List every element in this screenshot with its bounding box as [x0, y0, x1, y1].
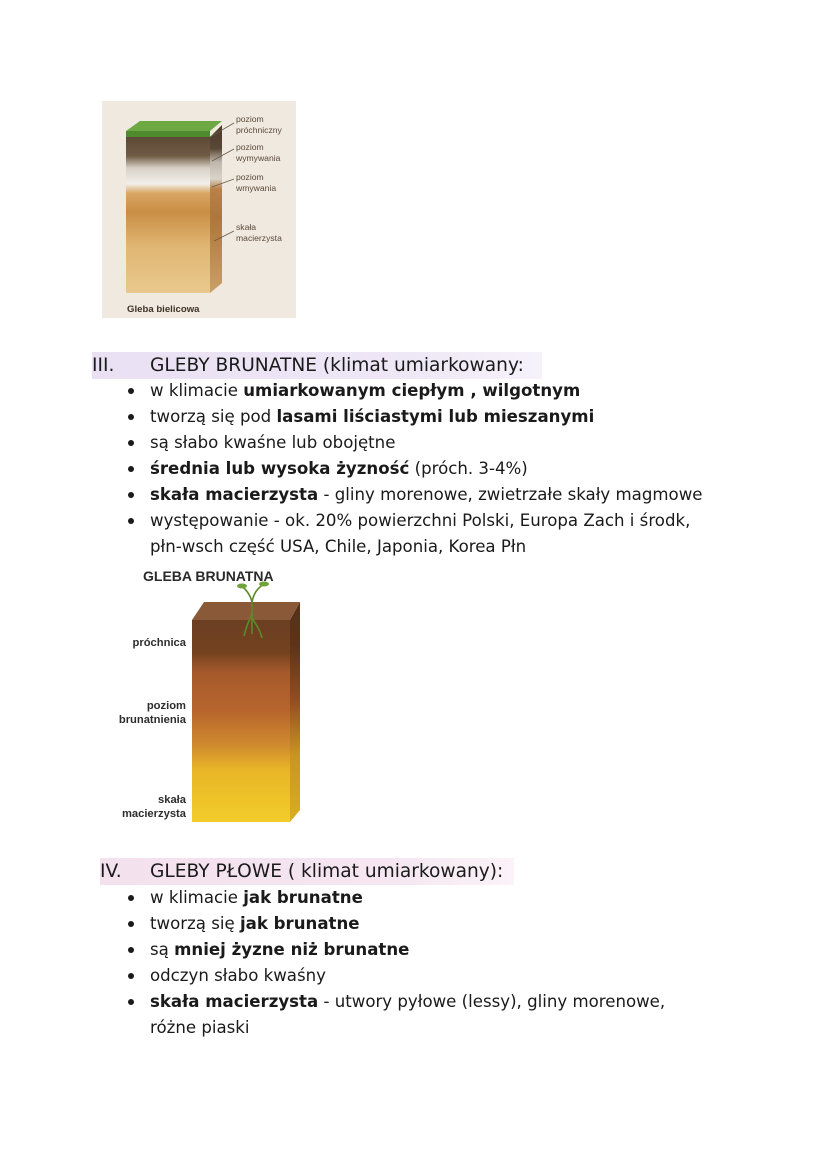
item-text: - gliny morenowe, zwietrzałe skały magmowe	[318, 485, 703, 504]
label-poziom: poziom	[146, 700, 186, 712]
list-item	[128, 989, 665, 1015]
item-text: występowanie - ok. 20% powierzchni Polski, Europa Zach i środk,	[150, 511, 691, 530]
list-item-continuation	[128, 1015, 665, 1041]
item-bold-text: skała macierzysta	[150, 992, 319, 1011]
label-poziom-2: poziom	[236, 142, 264, 152]
item-bold-text: umiarkowanym ciepłym , wilgotnym	[243, 381, 581, 400]
section4-number: IV.	[100, 861, 122, 882]
item-bold-text: średnia lub wysoka żyzność	[150, 459, 410, 478]
podzol-front-face	[126, 137, 210, 293]
brown-top-surface	[192, 602, 300, 620]
label-skala: skała	[236, 222, 257, 232]
item-bold-text: mniej żyzne niż brunatne	[174, 940, 410, 959]
figure2-title: GLEBA BRUNATNA	[143, 568, 274, 584]
label-skala: skała	[158, 794, 186, 806]
section4-list	[128, 885, 665, 1041]
label-prochniczny: próchniczny	[236, 125, 282, 135]
section3-list	[128, 378, 703, 560]
section3-heading	[92, 352, 542, 379]
item-bold-text: jak brunatne	[239, 914, 360, 933]
list-item	[128, 456, 703, 482]
list-item	[128, 508, 703, 534]
item-text: płn-wsch część USA, Chile, Japonia, Korea Płn	[150, 537, 527, 556]
brown-soil-figure	[100, 564, 306, 826]
label-poziom-3: poziom	[236, 172, 264, 182]
item-text: różne piaski	[150, 1018, 250, 1037]
section4-title: GLEBY PŁOWE ( klimat umiarkowany):	[150, 861, 504, 882]
item-text: - utwory pyłowe (lessy), gliny morenowe,	[318, 992, 666, 1011]
item-bold-text: lasami liściastymi lub mieszanymi	[276, 407, 595, 426]
brown-soil-profile-illustration	[100, 564, 306, 826]
item-text: tworzą się	[150, 914, 240, 933]
item-text: w klimacie	[150, 888, 244, 907]
label-poziom-1: poziom	[236, 114, 264, 124]
item-bold-text: jak brunatne	[243, 888, 363, 907]
list-item	[128, 937, 665, 963]
podzol-side-face	[210, 125, 222, 293]
plant-leaf	[237, 584, 247, 589]
item-text: tworzą się pod	[150, 407, 277, 426]
section3-number: III.	[92, 355, 115, 376]
brown-front-face	[192, 620, 290, 822]
section4-heading	[100, 858, 514, 885]
list-item	[128, 430, 703, 456]
podzol-soil-figure	[102, 101, 296, 318]
label-brunatnienia: brunatnienia	[118, 714, 186, 726]
item-bold-text: skała macierzysta	[150, 485, 319, 504]
list-item	[128, 963, 665, 989]
list-item-continuation	[128, 534, 703, 560]
item-text: odczyn słabo kwaśny	[150, 966, 326, 985]
section3-title: GLEBY BRUNATNE (klimat umiarkowany:	[150, 355, 524, 376]
brown-side-face	[290, 602, 300, 822]
list-item	[128, 404, 703, 430]
grass-top-surface	[126, 121, 222, 131]
item-text: są słabo kwaśne lub obojętne	[150, 433, 396, 452]
label-macierzysta: macierzysta	[121, 808, 186, 820]
label-wymywania: wymywania	[236, 153, 281, 163]
item-text: są	[150, 940, 175, 959]
list-item	[128, 378, 703, 404]
figure1-caption: Gleba bielicowa	[127, 304, 200, 315]
label-macierzysta: macierzysta	[236, 233, 282, 243]
list-item	[128, 885, 665, 911]
list-item	[128, 911, 665, 937]
list-item	[128, 482, 703, 508]
item-text: (próch. 3-4%)	[409, 459, 528, 478]
item-text: w klimacie	[150, 381, 244, 400]
label-prochnica: próchnica	[132, 637, 186, 649]
label-wmywania: wmywania	[236, 183, 277, 193]
